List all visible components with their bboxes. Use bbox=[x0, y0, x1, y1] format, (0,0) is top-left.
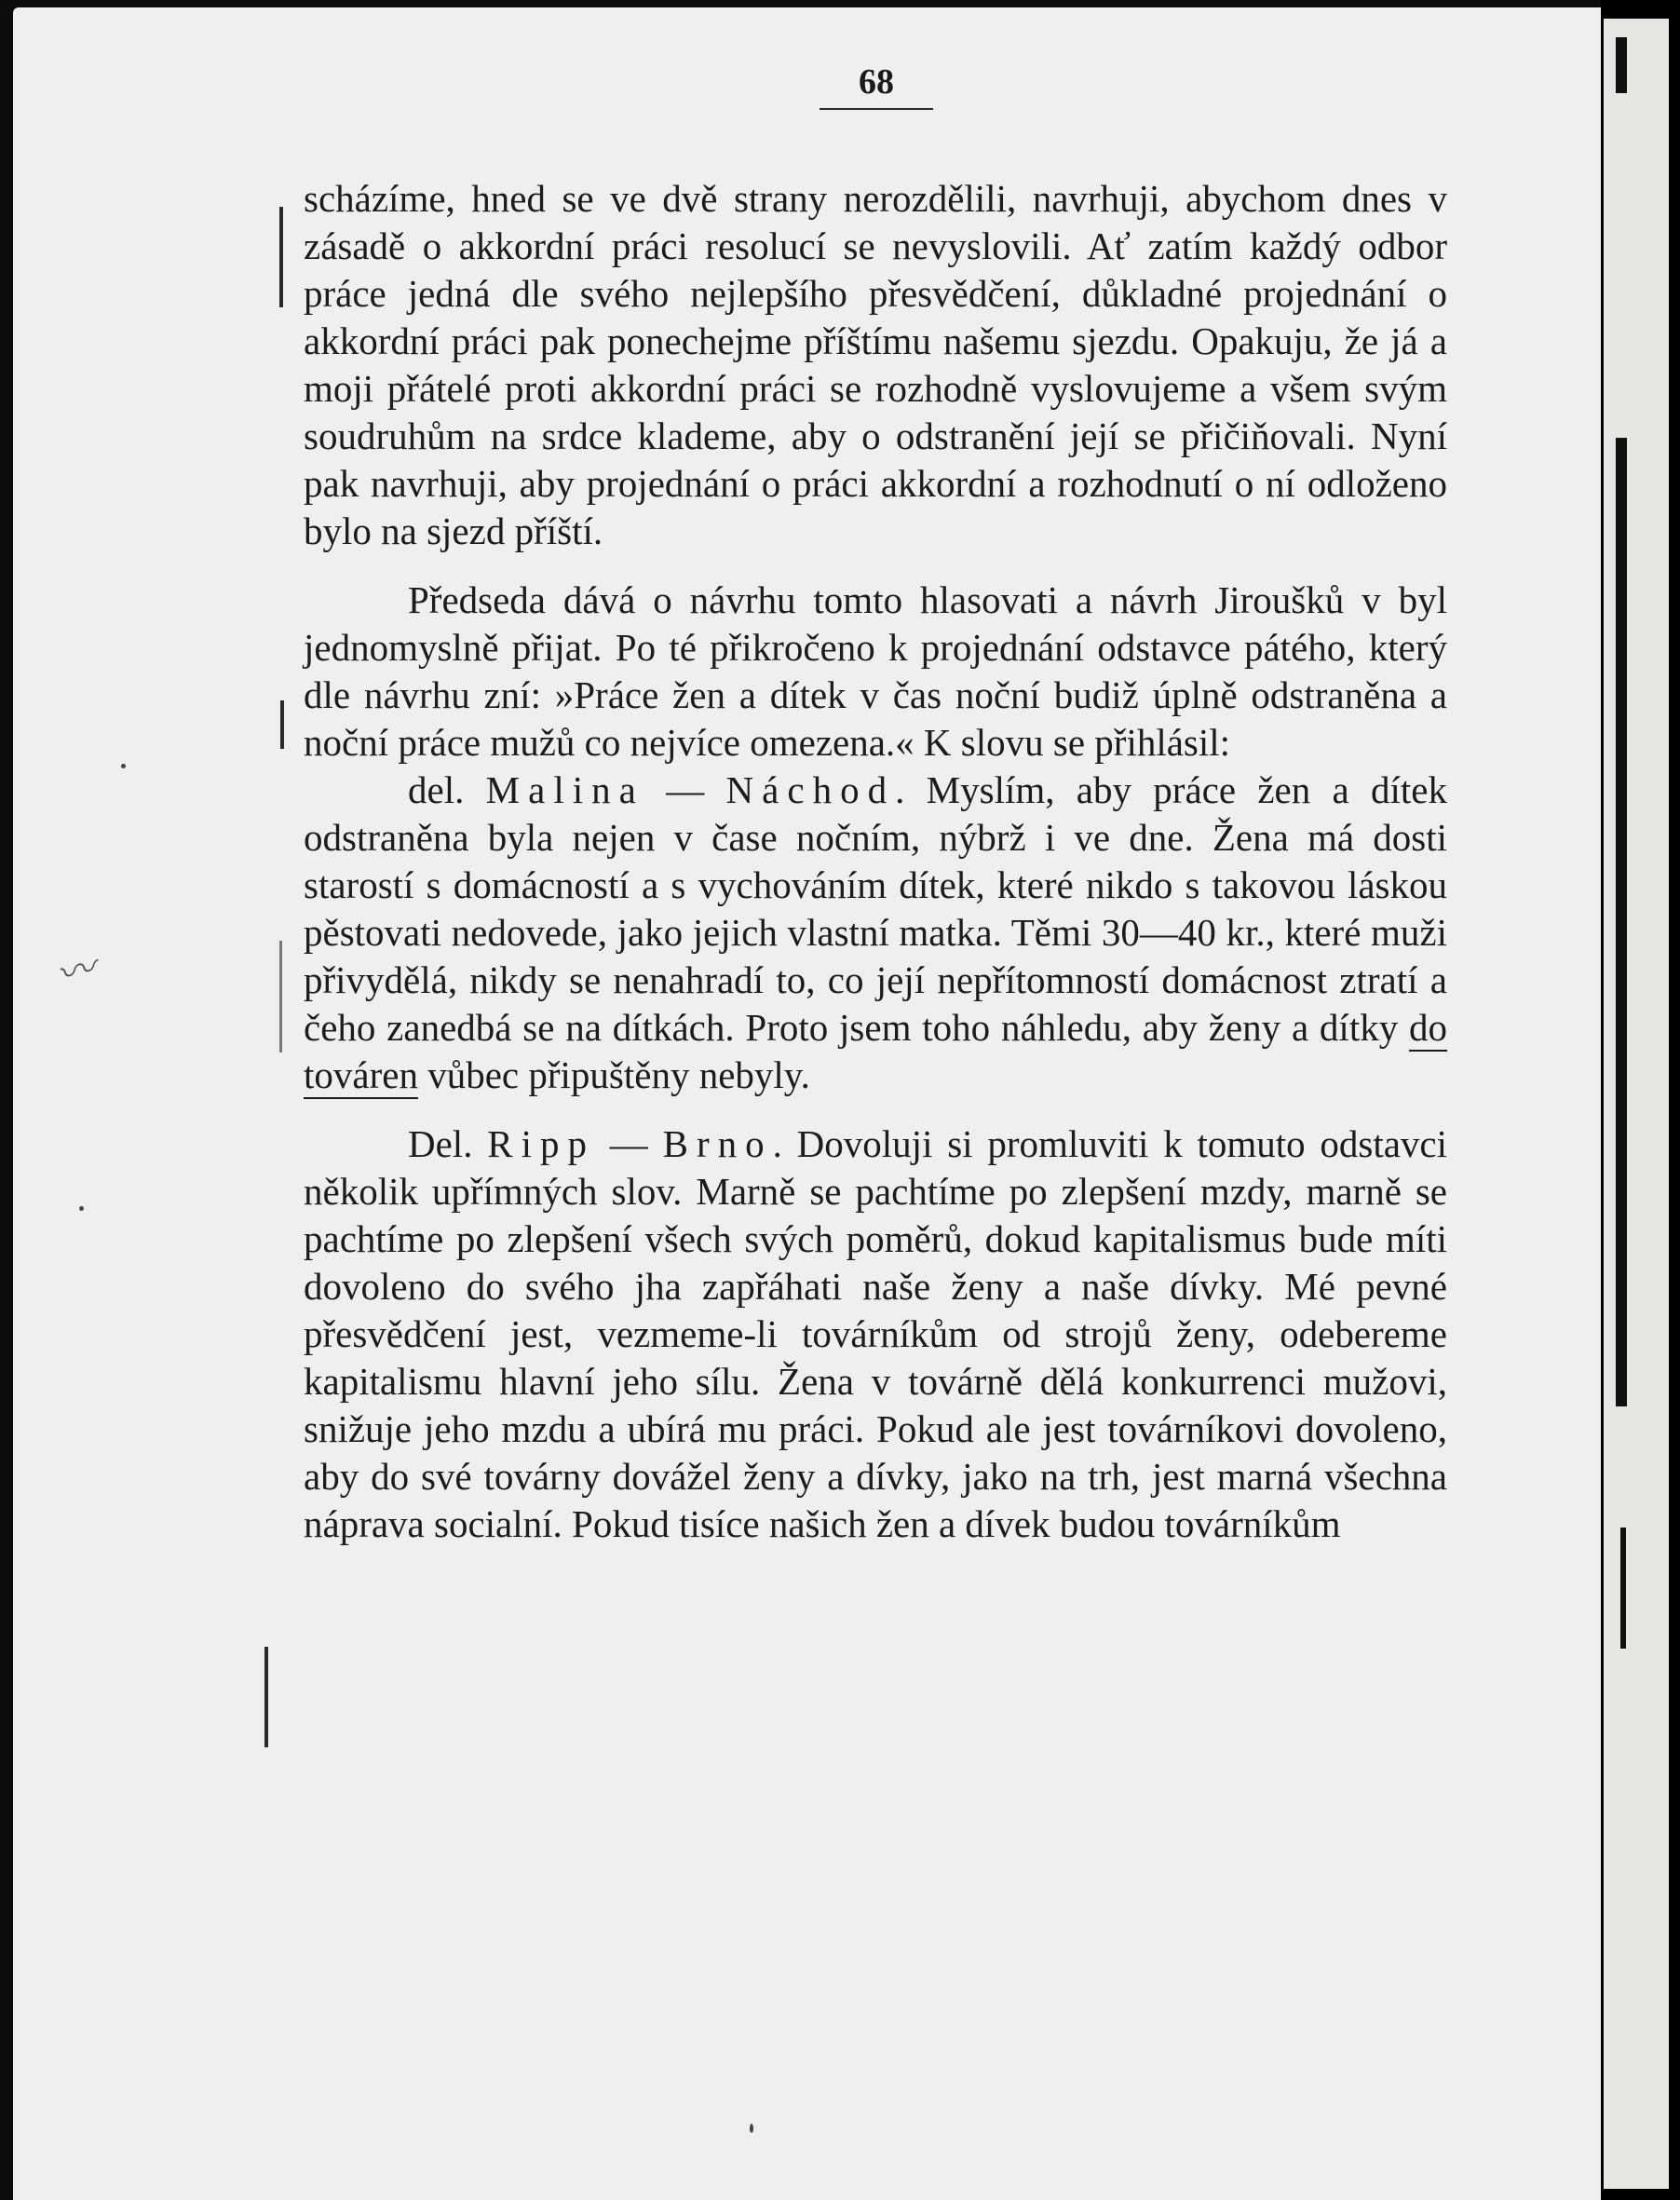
page-number: 68 bbox=[859, 62, 894, 102]
paragraph-p2 bbox=[304, 577, 1447, 767]
body-text bbox=[304, 175, 1447, 1548]
text-run: — bbox=[644, 768, 726, 811]
pencil-annotation: 〰 bbox=[51, 944, 101, 998]
text-run: . Myslím, aby práce žen a dítek odstraněna byla nejen v čase nočním, nýbrž i ve dne. Žena má dosti starostí s domácností a s vychováním dítek, které nikdo s takovou láskou pěstovati nedovede, jako jejich vlastní matka. Těmi 30—40 kr., které muži přivydělá, nikdy se nenahradí to, co její nepřítomností domácnost ztratí a čeho zanedbá se na dítkách. Proto jsem toho náhledu, aby ženy a dítky bbox=[304, 768, 1447, 1049]
edge-shadow bbox=[1616, 37, 1627, 93]
paragraph-p3 bbox=[304, 767, 1447, 1099]
margin-mark bbox=[279, 941, 282, 1052]
page-number-rule bbox=[820, 108, 933, 110]
spaced-name: Malina bbox=[485, 768, 644, 811]
text-run: — bbox=[595, 1122, 663, 1165]
edge-shadow bbox=[1620, 1528, 1626, 1649]
paper-speck bbox=[79, 1206, 84, 1211]
paragraph-gap bbox=[304, 1099, 1447, 1120]
edge-shadow bbox=[1616, 438, 1627, 1406]
paper-speck bbox=[750, 2124, 753, 2133]
margin-mark bbox=[264, 1647, 268, 1747]
text-run: Předseda dává o návrhu tomto hlasovati a návrh Jiroušků v byl jednomyslně přijat. Po té přikročeno k projednání odstavce pátého, který dle návrhu zní: »Práce žen a dítek v čas noční budiž úplně odstraněna a noční práce mužů co nejvíce omezena.« K slovu se přihlásil: bbox=[304, 578, 1447, 764]
margin-mark bbox=[279, 207, 283, 307]
paragraph-p1 bbox=[304, 175, 1447, 555]
text-run: vůbec připuštěny nebyly. bbox=[417, 1053, 810, 1096]
spaced-name: Náchod bbox=[725, 768, 896, 811]
text-run: del. bbox=[408, 768, 486, 811]
spaced-name: Ripp bbox=[487, 1122, 596, 1165]
spaced-name: Brno bbox=[662, 1122, 773, 1165]
text-run: scházíme, hned se ve dvě strany nerozdělili, navrhuji, abychom dnes v zásadě o akkordní práci resolucí se nevyslovili. Ať zatím každý odbor práce jedná dle svého nejlepšího přesvědčení, důkladné projednání o akkordní práci pak ponechejme příštímu našemu sjezdu. Opakuju, že já a moji přátelé proti akkordní práci se rozhodně vyslovujeme a všem svým soudruhům na srdce klademe, aby o odstranění její se přičiňovali. Nyní pak navrhuji, aby projednání o práci akkordní a rozhodnutí o ní odloženo bylo na sjezd příští. bbox=[304, 177, 1447, 552]
next-page-edge bbox=[1604, 19, 1669, 2189]
paragraph-p4 bbox=[304, 1120, 1447, 1548]
paper-speck bbox=[121, 764, 126, 768]
text-run: Del. bbox=[408, 1122, 488, 1165]
margin-mark bbox=[280, 700, 284, 749]
paragraph-gap bbox=[304, 555, 1447, 577]
underlined-phrase: do továren bbox=[304, 1006, 1447, 1096]
text-run: . Dovoluji si promluviti k tomuto odstavci několik upřímných slov. Marně se pachtíme po zlepšení mzdy, marně se pachtíme po zlepšení všech svých poměrů, dokud kapitalismus bude míti dovoleno do svého jha zapřáhati naše ženy a naše dívky. Mé pevné přesvědčení jest, vezmeme-li továrníkům od strojů ženy, odebereme kapitalismu hlavní jeho sílu. Žena v továrně dělá konkurrenci mužovi, snižuje jeho mzdu a ubírá mu práci. Pokud ale jest továrníkovi dovoleno, aby do své továrny dovážel ženy a dívky, jako na trh, jest marná všechna náprava socialní. Pokud tisíce našich žen a dívek budou továrníkům bbox=[304, 1122, 1448, 1545]
